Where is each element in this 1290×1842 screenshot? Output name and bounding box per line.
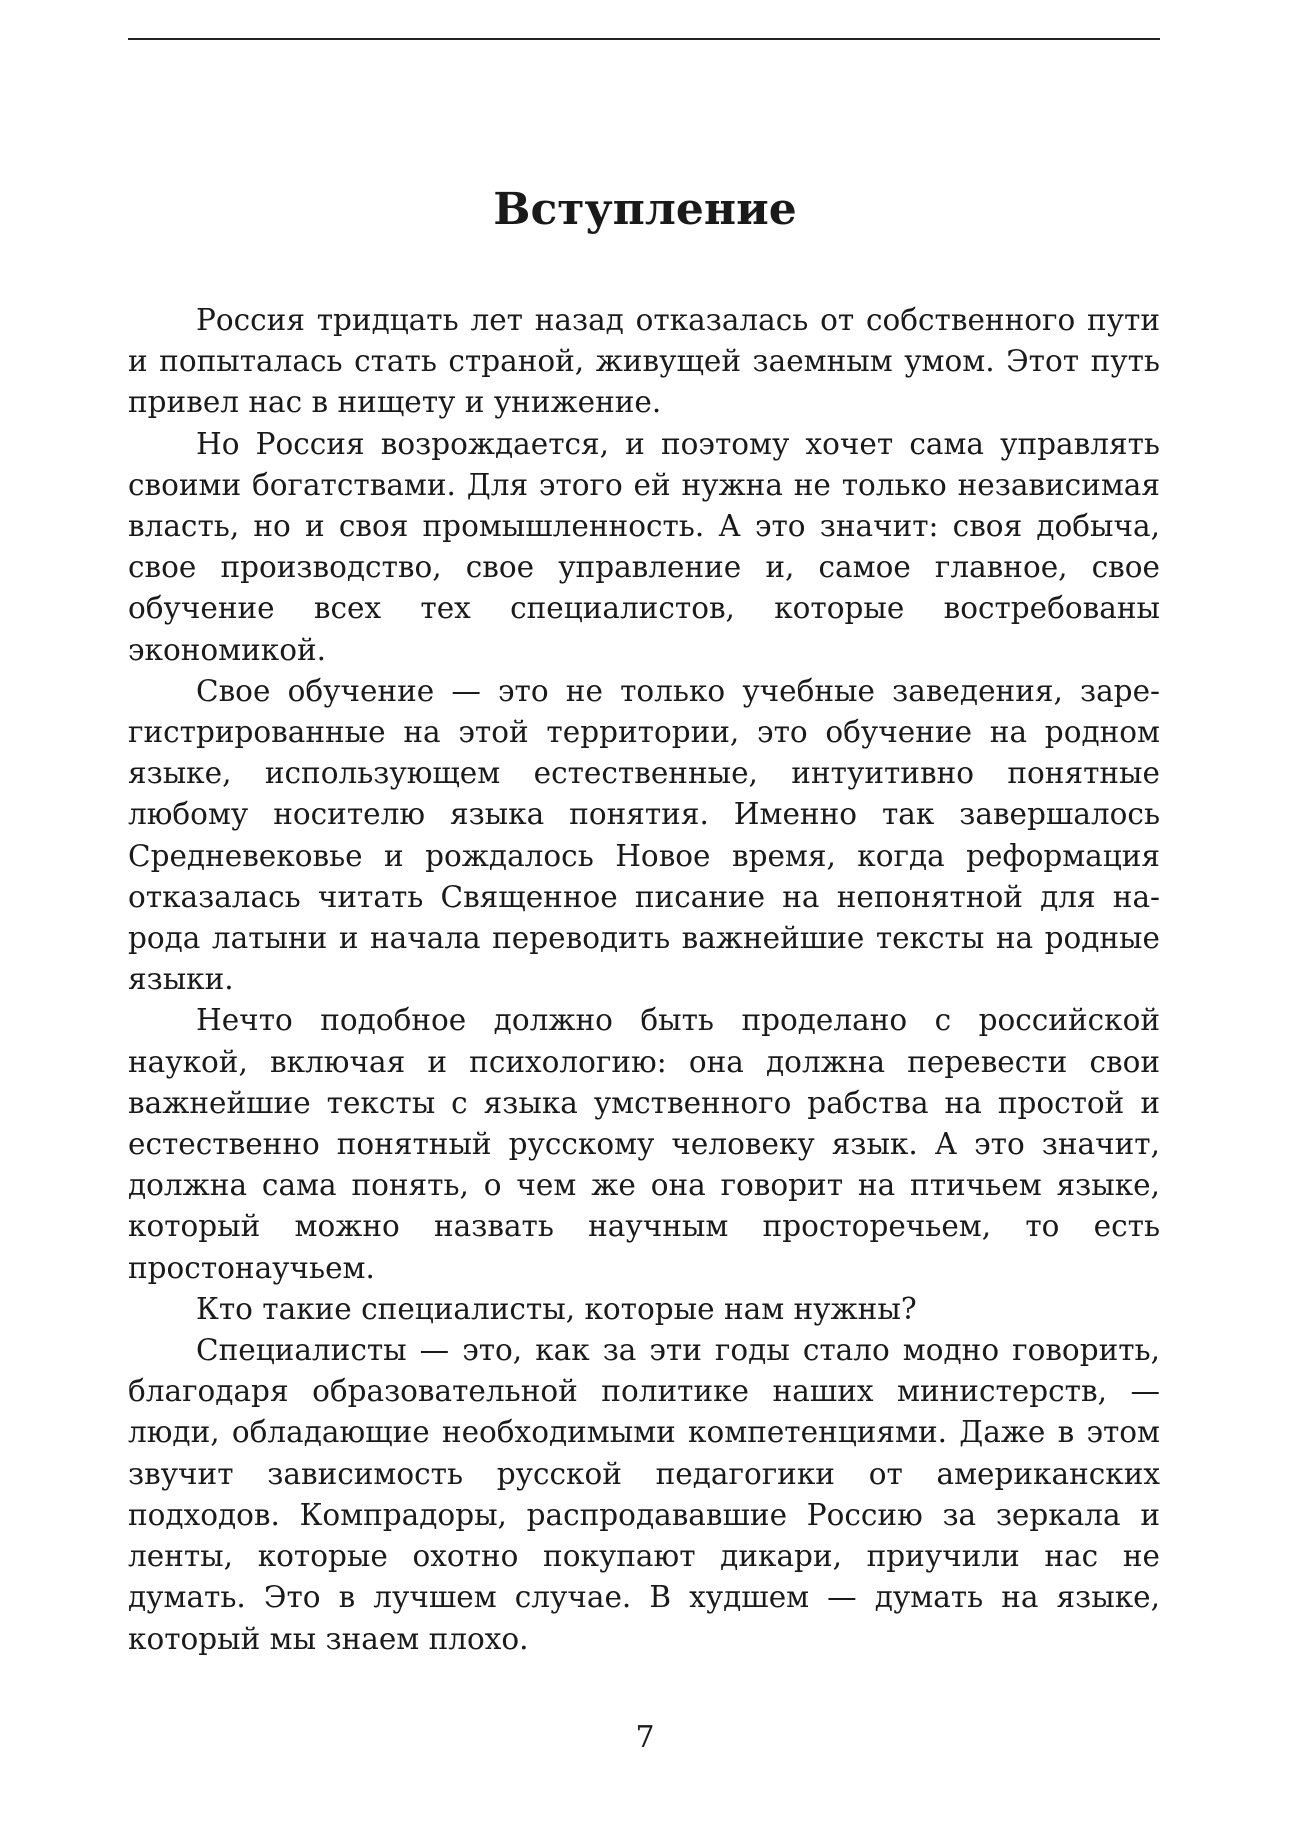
paragraph: Нечто подобное должно быть проделано с российской наукой, включая и психологию: она должна перевести свои важнейшие тексты с языка умственного рабства на простой и естественно понятный русскому человеку язык. А это значит, должна сама понять, о чем же она говорит на птичьем языке, который можно назвать научным просторечьем, то есть простонаучьем. xyxy=(128,1003,1160,1285)
paragraph: Кто такие специалисты, которые нам нужны? xyxy=(196,1291,917,1326)
chapter-body xyxy=(128,300,1160,1660)
chapter-title: Вступление xyxy=(493,184,797,235)
page-number: 7 xyxy=(635,1720,655,1755)
paragraph: Свое обучение — это не только учебные заведения, зарегистрированные на этой территории, это обучение на родном языке, использующем естественные, интуитивно понятные любому носителю языка понятия. Именно так завершалось Средневековье и рождалось Новое время, когда реформация отказалась читать Священное писание на непонятной для народа латыни и начала переводить важнейшие тексты на родные языки. xyxy=(128,673,1160,997)
paragraph: Специалисты — это, как за эти годы стало модно говорить, благодаря образовательной политике наших министерств, — люди, обладающие необходимыми компетенциями. Даже в этом звучит зависимость русской педагогики от американских подходов. Компрадоры, распродававшие Россию за зеркала и ленты, которые охотно покупают дикари, приучили нас не думать. Это в лучшем случае. В худшем — думать на языке, который мы знаем плохо. xyxy=(128,1333,1160,1656)
header-rule xyxy=(128,38,1160,40)
paragraph: Россия тридцать лет назад отказалась от собственного пути и попыталась стать страной, живущей заемным умом. Этот путь привел нас в нищету и унижение. xyxy=(128,303,1160,420)
paragraph: Но Россия возрождается, и поэтому хочет сама управлять своими богатствами. Для этого ей нужна не только независимая власть, но и своя промышленность. А это значит: своя добыча, свое производство, свое управление и, самое главное, свое обучение всех тех специалистов, которые востребованы экономикой. xyxy=(128,426,1160,667)
